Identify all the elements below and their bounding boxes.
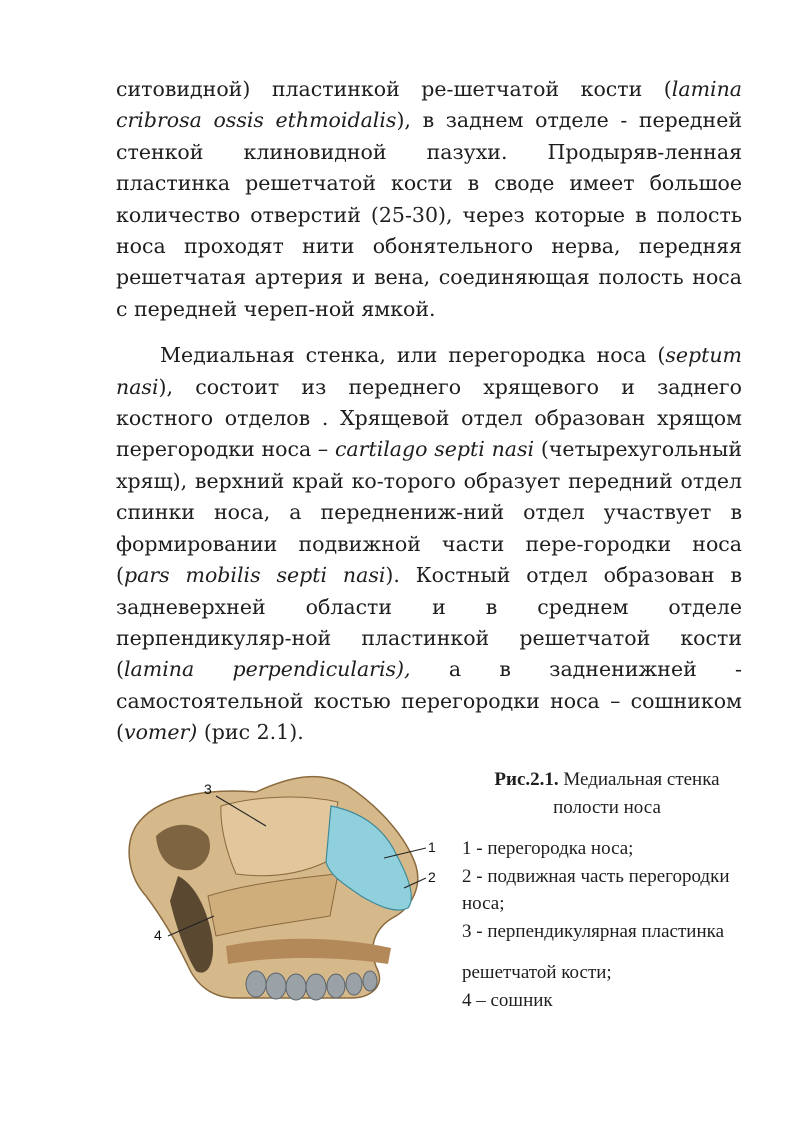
figure-2-1 [116, 766, 742, 1036]
latin-term: vomer) [124, 720, 198, 745]
latin-term: septum nasi [116, 343, 742, 399]
figure-label-4: 4 [154, 927, 162, 943]
latin-term: lamina perpendicularis), [124, 657, 411, 682]
latin-term: cartilago septi nasi [334, 437, 535, 462]
caption-item-3-cont: решетчатой кости; [462, 962, 612, 983]
text-run: (рис 2.1). [197, 720, 304, 745]
document-page [116, 74, 742, 1011]
text-run: ), в заднем отделе - передней стенкой клиновидной пазухи. Продыряв-ленная пластинка решетчатой кости в своде имеет большое количество отверстий (25-30), через которые в полость носа проходят нити обонятельного нерва, передняя решетчатая артерия и вена, соединяющая полость носа с передней череп-ной ямкой. [116, 108, 742, 321]
nasal-septum-illustration [116, 766, 446, 1016]
latin-term: lamina cribrosa ossis ethmoidalis [116, 77, 742, 133]
text-run: (четырехугольный хрящ), верхний край ко-торого образует передний отдел спинки носа, а переднениж-ний отдел участвует в формировании подвижной части пере-городки носа ( [116, 437, 742, 588]
figure-caption [462, 766, 752, 1014]
paragraph-medial-wall [116, 340, 742, 748]
caption-item-2: 2 - подвижная часть перегородки носа; [462, 865, 730, 914]
figure-label-3: 3 [204, 781, 212, 797]
caption-title [462, 766, 752, 821]
figure-label-1: 1 [428, 839, 436, 855]
caption-item-4: 4 – сошник [462, 989, 553, 1011]
latin-term: pars mobilis septi nasi [124, 563, 386, 588]
text-run: а в задненижней - самостоятельной костью перегородки носа – сошником ( [116, 657, 742, 745]
caption-item-3: 3 - перпендикулярная пластинка [462, 920, 725, 942]
text-run: ситовидной) пластинкой ре-шетчатой кости ( [116, 77, 672, 101]
caption-figure-title: Медиальная стенка полости носа [553, 769, 720, 818]
figure-label-2: 2 [428, 869, 436, 885]
text-run: ). Костный отдел образован в задневерхней области и в среднем отделе перпендикуляр-ной пластинкой решетчатой кости ( [116, 563, 742, 682]
caption-item-1: 1 - перегородка носа; [462, 838, 634, 859]
text-run: ), состоит из переднего хрящевого и заднего костного отделов . Хрящевой отдел образован хрящом перегородки носа – [116, 374, 742, 462]
caption-figure-number: Рис.2.1. [494, 769, 559, 790]
paragraph-lateral-wall [116, 74, 742, 325]
text-run: Медиальная стенка, или перегородка носа ( [160, 343, 666, 368]
